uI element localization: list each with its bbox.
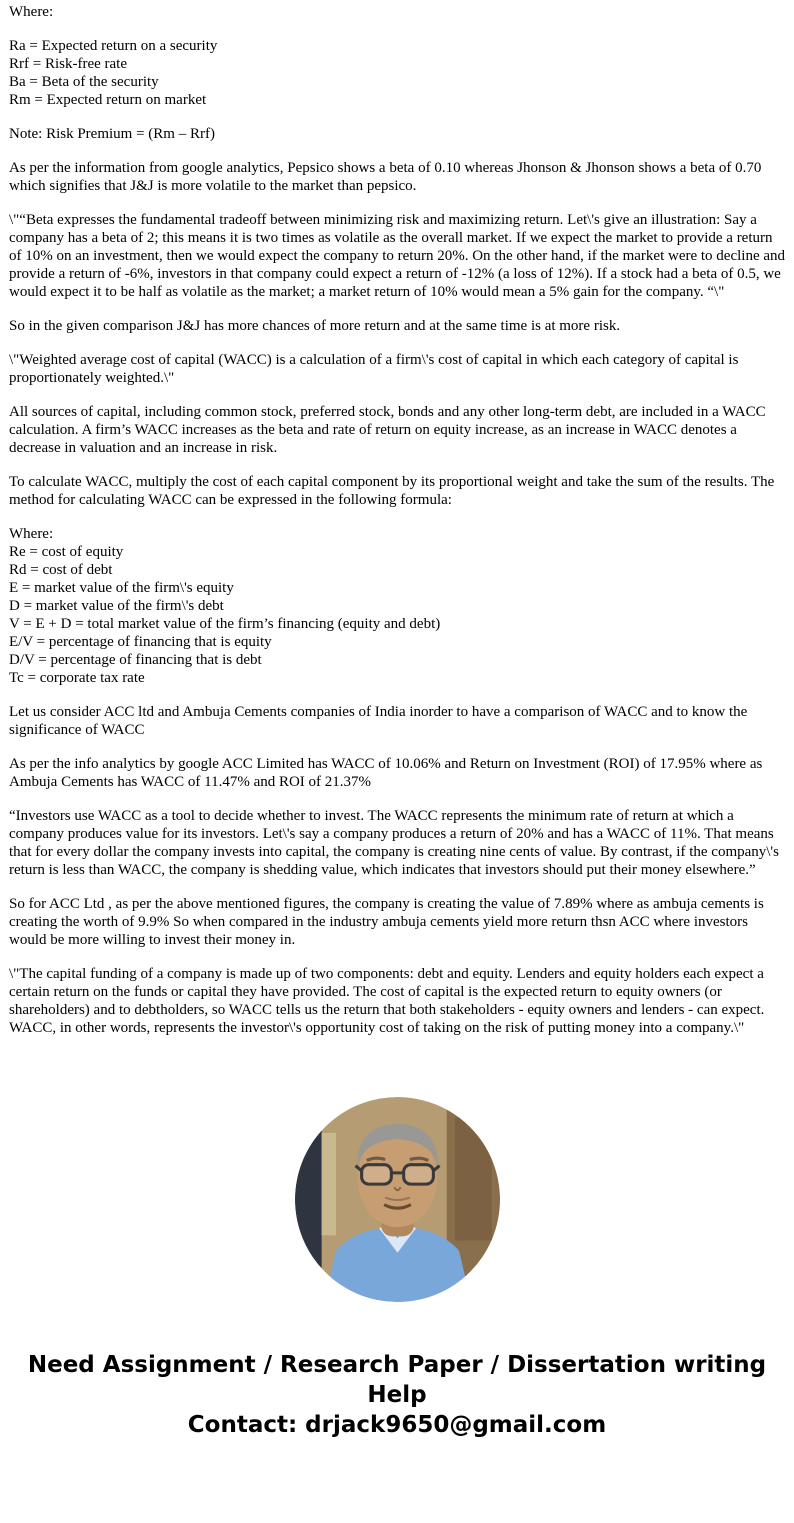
paragraph: \"The capital funding of a company is made up of two components: debt and equity. Lenders and equity holders each expect a certain return on the funds or capital they have provided. The cost of capital is the expected return to equity owners (or shareholders) and to debtholders, so WACC tells us the return that both stakeholders - equity owners and lenders - can expect. WACC, in other words, represents the investor\'s opportunity cost of taking on the risk of putting money into a company.\" <box>9 966 765 1036</box>
definition-line: V = E + D = total market value of the firm’s financing (equity and debt) <box>9 616 441 632</box>
instructor-portrait-illustration <box>295 1097 500 1302</box>
definition-line: Tc = corporate tax rate <box>9 670 145 686</box>
contact-email: Contact: drjack9650@gmail.com <box>187 1412 607 1438</box>
definition-line: E = market value of the firm\'s equity <box>9 580 234 596</box>
help-heading: Need Assignment / Research Paper / Dissertation writing Help <box>27 1352 767 1408</box>
wacc-variable-list <box>9 525 785 687</box>
definition-line: Ra = Expected return on a security <box>9 38 218 54</box>
paragraph: So in the given comparison J&J has more chances of more return and at the same time is at more risk. <box>9 318 621 334</box>
definition-line: Rd = cost of debt <box>9 562 113 578</box>
paragraph: As per the information from google analytics, Pepsico shows a beta of 0.10 whereas Jhonson & Jhonson shows a beta of 0.70 which signifies that J&J is more volatile to the market than pepsico. <box>9 160 762 194</box>
footer <box>0 1350 794 1466</box>
instructor-avatar <box>295 1097 500 1302</box>
definition-line: D/V = percentage of financing that is debt <box>9 652 262 668</box>
paragraph: To calculate WACC, multiply the cost of each capital component by its proportional weight and take the sum of the results. The method for calculating WACC can be expressed in the following formula: <box>9 474 775 508</box>
definition-line: D = market value of the firm\'s debt <box>9 598 224 614</box>
definition-line: Rrf = Risk-free rate <box>9 56 127 72</box>
paragraph: “Investors use WACC as a tool to decide whether to invest. The WACC represents the minimum rate of return at which a company produces value for its investors. Let\'s say a company produces a return of 20% and has a WACC of 11%. That means that for every dollar the company invests into capital, the company is creating nine cents of value. By contrast, if the company\'s return is less than WACC, the company is shedding value, which indicates that investors should put their money elsewhere.” <box>9 808 779 878</box>
where-label: Where: <box>9 4 54 20</box>
capm-variable-list <box>9 37 785 109</box>
paragraph: So for ACC Ltd , as per the above mentioned figures, the company is creating the value of 7.89% where as ambuja cements is creating the worth of 9.9% So when compared in the industry ambuja cements yield more return thsn ACC where investors would be more willing to invest their money in. <box>9 896 764 948</box>
paragraph: All sources of capital, including common stock, preferred stock, bonds and any other long-term debt, are included in a WACC calculation. A firm’s WACC increases as the beta and rate of return on equity increase, as an increase in WACC denotes a decrease in valuation and an increase in risk. <box>9 404 766 456</box>
paragraph: Let us consider ACC ltd and Ambuja Cements companies of India inorder to have a comparison of WACC and to know the significance of WACC <box>9 704 748 738</box>
paragraph: \"Weighted average cost of capital (WACC) is a calculation of a firm\'s cost of capital in which each category of capital is proportionately weighted.\" <box>9 352 739 386</box>
definition-line: Ba = Beta of the security <box>9 74 159 90</box>
definition-line: E/V = percentage of financing that is equity <box>9 634 272 650</box>
risk-premium-note: Note: Risk Premium = (Rm – Rrf) <box>9 126 215 142</box>
paragraph: \"“Beta expresses the fundamental tradeoff between minimizing risk and maximizing return. Let\'s give an illustration: Say a company has a beta of 2; this means it is two times as volatile as the overall market. If we expect the market to provide a return of 10% on an investment, then we would expect the company to return 20%. On the other hand, if the market were to decline and provide a return of -6%, investors in that company could expect a return of -12% (a loss of 12%). If a stock had a beta of 0.5, we would expect it to be half as volatile as the market; a market return of 10% would mean a 5% gain for the company. “\" <box>9 212 786 300</box>
definition-line: Re = cost of equity <box>9 544 124 560</box>
definition-line: Where: <box>9 526 54 542</box>
definition-line: Rm = Expected return on market <box>9 92 207 108</box>
paragraph: As per the info analytics by google ACC Limited has WACC of 10.06% and Return on Investment (ROI) of 17.95% where as Ambuja Cements has WACC of 11.47% and ROI of 21.37% <box>9 756 763 790</box>
